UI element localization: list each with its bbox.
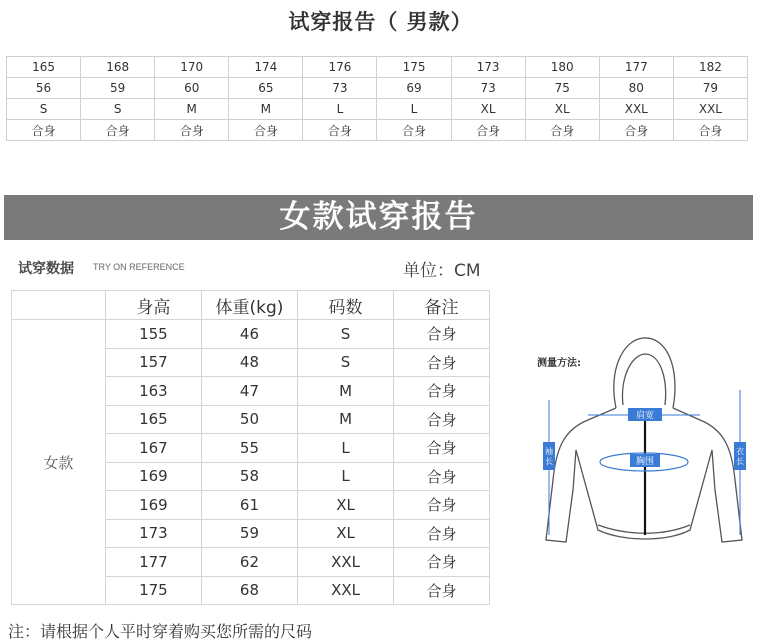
men-table-cell: 59 <box>81 78 155 99</box>
try-data-title: 试穿数据 <box>18 261 74 277</box>
women-table-cell: S <box>298 348 394 377</box>
men-table-cell: 173 <box>451 57 525 78</box>
sleeve-text: 袖长 <box>545 447 553 466</box>
women-table-cell: 48 <box>201 348 297 377</box>
men-table-cell: M <box>155 99 229 120</box>
women-report-banner: 女款试穿报告 <box>4 195 753 240</box>
women-table-row <box>12 320 490 349</box>
women-table-cell: 177 <box>105 548 201 577</box>
men-table-cell: XL <box>451 99 525 120</box>
header-size: 码数 <box>298 291 394 320</box>
women-table-cell: 合身 <box>394 320 490 349</box>
men-table-cell: M <box>229 99 303 120</box>
men-size-table <box>6 56 748 141</box>
men-table-row <box>7 57 748 78</box>
women-table-cell: XXL <box>298 548 394 577</box>
women-table-cell: 50 <box>201 405 297 434</box>
women-table-cell: 165 <box>105 405 201 434</box>
men-table-cell: 69 <box>377 78 451 99</box>
measure-method-label: 测量方法: <box>537 358 581 369</box>
women-table-cell: 合身 <box>394 462 490 491</box>
men-table-cell: 56 <box>7 78 81 99</box>
women-table-cell: 169 <box>105 462 201 491</box>
men-table-cell: 合身 <box>155 120 229 141</box>
men-table-row <box>7 99 748 120</box>
women-table-cell: 167 <box>105 434 201 463</box>
men-table-cell: 合身 <box>303 120 377 141</box>
men-table-cell: 79 <box>673 78 747 99</box>
women-table-cell: 合身 <box>394 348 490 377</box>
women-table-cell: S <box>298 320 394 349</box>
women-table-cell: 47 <box>201 377 297 406</box>
try-data-subtitle: TRY ON REFERENCE <box>93 262 185 272</box>
men-table-cell: 177 <box>599 57 673 78</box>
men-table-cell: L <box>303 99 377 120</box>
men-table-cell: 合身 <box>673 120 747 141</box>
women-table-cell: 58 <box>201 462 297 491</box>
women-table-cell: 合身 <box>394 434 490 463</box>
men-table-cell: 73 <box>303 78 377 99</box>
men-table-cell: S <box>7 99 81 120</box>
men-table-cell: S <box>81 99 155 120</box>
women-table-cell: L <box>298 434 394 463</box>
header-remark: 备注 <box>394 291 490 320</box>
jacket-measurement-diagram <box>528 330 753 548</box>
women-table-cell: XL <box>298 491 394 520</box>
women-table-cell: 合身 <box>394 576 490 605</box>
women-table-cell: 157 <box>105 348 201 377</box>
group-header-cell <box>12 291 106 320</box>
women-table-cell: 合身 <box>394 548 490 577</box>
women-table-cell: XXL <box>298 576 394 605</box>
men-report-title: 试穿报告（ 男款） <box>288 9 473 34</box>
women-header-row <box>12 291 490 320</box>
men-table-cell: 75 <box>525 78 599 99</box>
men-table-cell: 合身 <box>7 120 81 141</box>
women-table-cell: 46 <box>201 320 297 349</box>
men-table-cell: XL <box>525 99 599 120</box>
women-table-cell: 合身 <box>394 491 490 520</box>
women-table-cell: 59 <box>201 519 297 548</box>
length-text: 衣长 <box>736 447 744 466</box>
men-table-cell: 180 <box>525 57 599 78</box>
men-table-cell: L <box>377 99 451 120</box>
women-group-label: 女款 <box>12 320 106 605</box>
men-table-cell: 176 <box>303 57 377 78</box>
women-table-cell: 173 <box>105 519 201 548</box>
men-table-row <box>7 120 748 141</box>
women-table-cell: 155 <box>105 320 201 349</box>
men-table-cell: 合身 <box>525 120 599 141</box>
men-table-cell: 182 <box>673 57 747 78</box>
women-table-cell: M <box>298 405 394 434</box>
women-table-cell: 55 <box>201 434 297 463</box>
women-table-cell: 169 <box>105 491 201 520</box>
men-table-cell: 73 <box>451 78 525 99</box>
men-table-cell: XXL <box>599 99 673 120</box>
header-height: 身高 <box>105 291 201 320</box>
women-table-cell: XL <box>298 519 394 548</box>
men-table-cell: 170 <box>155 57 229 78</box>
unit-label: 单位：CM <box>403 261 481 281</box>
men-table-cell: 60 <box>155 78 229 99</box>
shoulder-text: 肩宽 <box>635 411 655 421</box>
women-table-cell: 合身 <box>394 519 490 548</box>
men-table-cell: 168 <box>81 57 155 78</box>
men-table-cell: 174 <box>229 57 303 78</box>
women-table-cell: 合身 <box>394 377 490 406</box>
men-table-cell: 合身 <box>377 120 451 141</box>
women-table-cell: 62 <box>201 548 297 577</box>
women-table-cell: 68 <box>201 576 297 605</box>
men-table-cell: 65 <box>229 78 303 99</box>
chest-text: 胸围 <box>635 457 655 467</box>
women-table-cell: 163 <box>105 377 201 406</box>
men-table-cell: 175 <box>377 57 451 78</box>
header-weight: 体重(kg) <box>201 291 297 320</box>
women-table-cell: L <box>298 462 394 491</box>
men-table-cell: 合身 <box>229 120 303 141</box>
women-table-cell: 合身 <box>394 405 490 434</box>
men-table-cell: 合身 <box>599 120 673 141</box>
size-note: 注：请根据个人平时穿着购买您所需的尺码 <box>8 622 313 641</box>
men-table-cell: 合身 <box>451 120 525 141</box>
men-table-cell: 合身 <box>81 120 155 141</box>
women-table-cell: M <box>298 377 394 406</box>
men-table-cell: 80 <box>599 78 673 99</box>
women-table-cell: 61 <box>201 491 297 520</box>
men-table-cell: 165 <box>7 57 81 78</box>
men-table-row <box>7 78 748 99</box>
women-table-cell: 175 <box>105 576 201 605</box>
women-size-table <box>11 290 490 605</box>
men-table-cell: XXL <box>673 99 747 120</box>
